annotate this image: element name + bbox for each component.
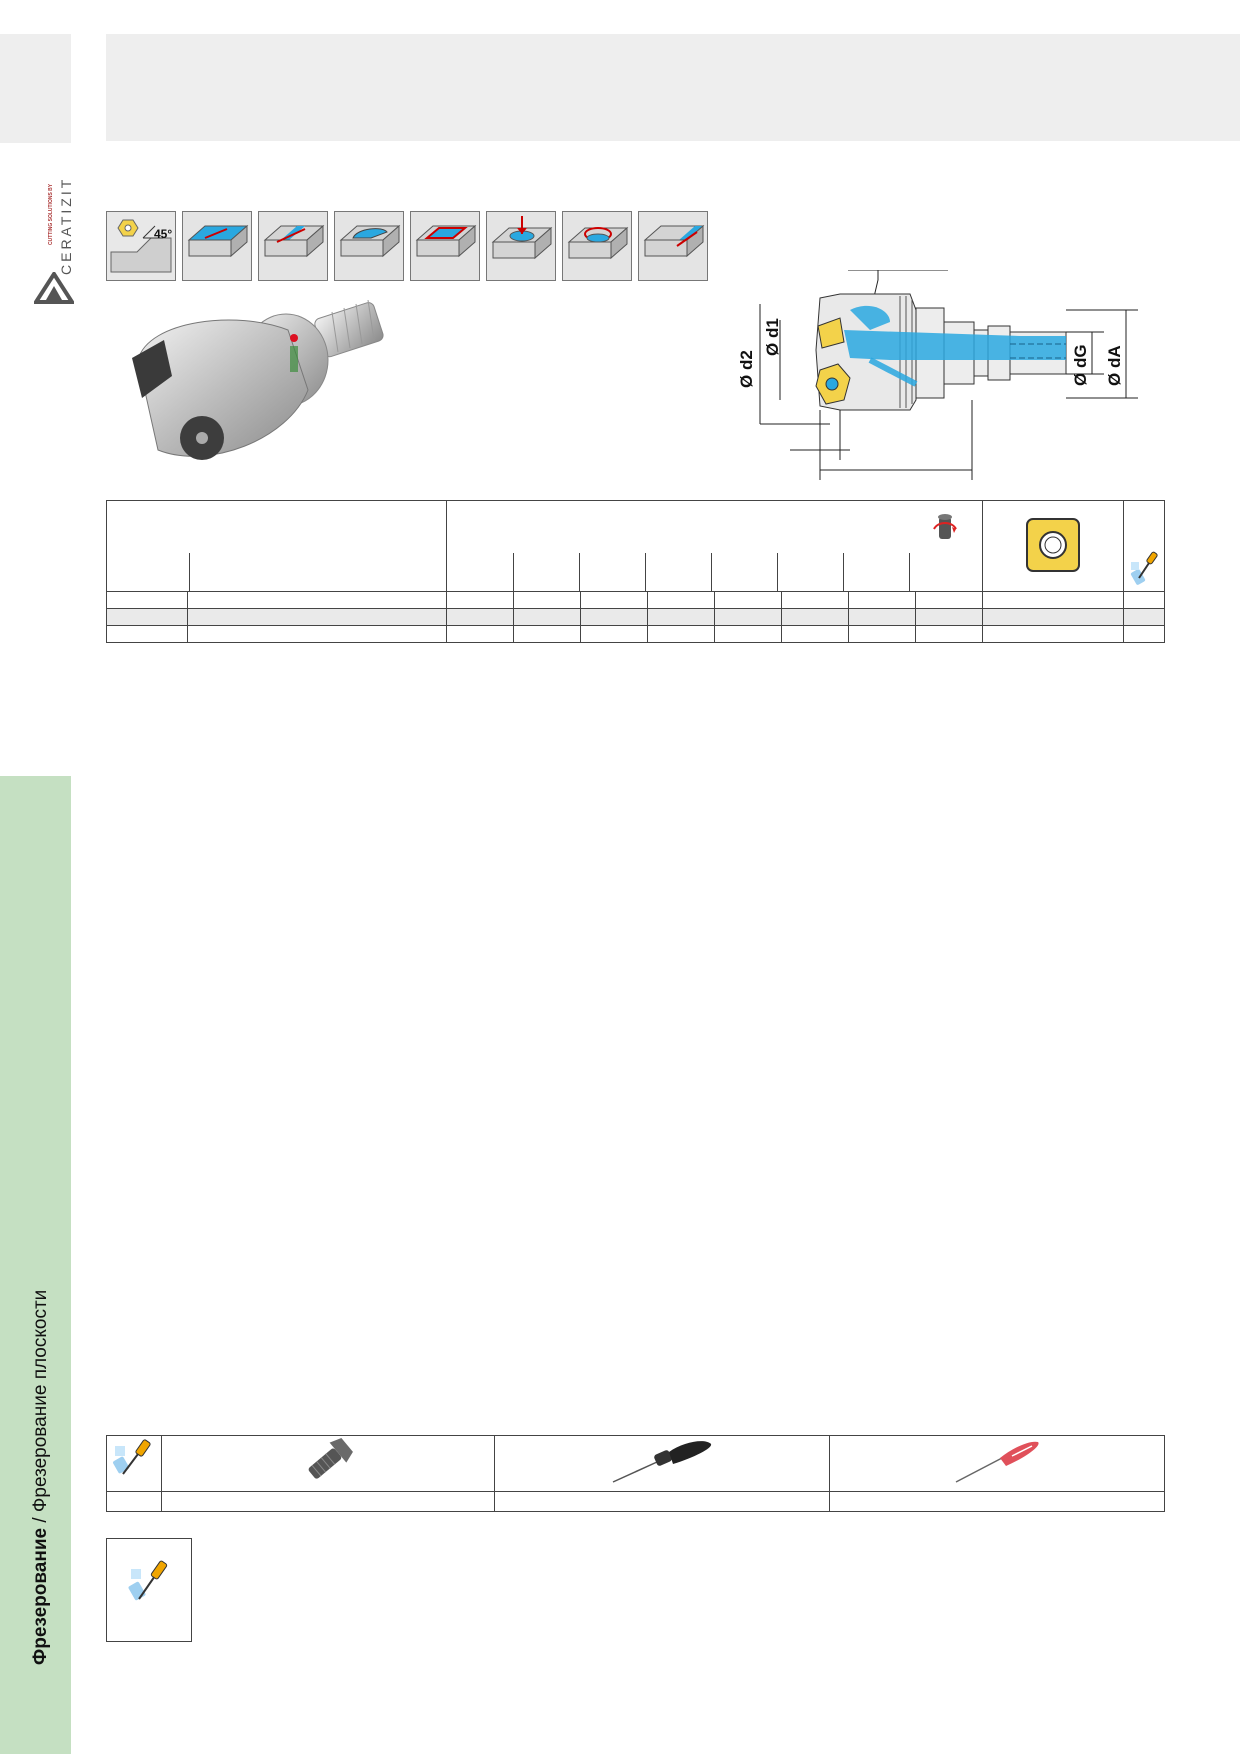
- pocket-milling-icon: [410, 211, 480, 281]
- screwdriver-spare-parts-icon: [127, 1559, 173, 1609]
- clamping-screw-icon: [293, 1436, 363, 1486]
- plunge-milling-icon: [486, 211, 556, 281]
- sidebar-section-title: [30, 1290, 52, 1665]
- table-row: [107, 609, 1165, 626]
- technical-drawing: [720, 270, 1160, 490]
- table-header-row: [107, 501, 1165, 592]
- table-row: [107, 592, 1165, 609]
- header-cell-designation: [107, 501, 447, 592]
- screwdriver-spare-parts-icon: [111, 1438, 157, 1484]
- torque-screwdriver-icon: [607, 1436, 717, 1486]
- 45-degree-approach-icon: [106, 211, 176, 281]
- accessories-wrench-cell: [495, 1436, 829, 1492]
- screwdriver-spare-parts-icon: [1127, 550, 1161, 588]
- ceratizit-logo-icon: [34, 272, 74, 304]
- milling-head-photo: [118, 300, 398, 470]
- table-row: [107, 626, 1165, 643]
- accessories-screw-cell: [161, 1436, 494, 1492]
- screw-torque-icon: [930, 511, 960, 545]
- label-dA: Ø dA: [1105, 345, 1124, 386]
- shoulder-milling-icon: [638, 211, 708, 281]
- header-cell-dimensions: [447, 501, 983, 592]
- brand-tagline: CUTTING SOLUTIONS BY: [48, 183, 54, 245]
- label-d2: Ø d2: [737, 350, 756, 388]
- sidebar-subsection: Фрезерование плоскости: [30, 1289, 51, 1513]
- accessories-header-row: [107, 1436, 1165, 1492]
- accessories-table: [106, 1435, 1165, 1512]
- label-dG: Ø dG: [1071, 344, 1090, 386]
- red-marker-icon: [290, 334, 298, 342]
- header-cell-spare-parts: [1124, 501, 1165, 592]
- green-marker: [290, 346, 298, 372]
- label-d1: Ø d1: [763, 318, 782, 356]
- header-cell-insert: [983, 501, 1124, 592]
- accessories-data-row: [107, 1492, 1165, 1512]
- brand-name: CERATIZIT: [58, 176, 74, 275]
- helical-milling-icon: [562, 211, 632, 281]
- sidebar-separator: /: [30, 1512, 51, 1528]
- top-corner-tab: [0, 34, 71, 143]
- accessories-screwdriver-cell: [829, 1436, 1164, 1492]
- face-milling-icon: [182, 211, 252, 281]
- torx-screwdriver-icon: [942, 1436, 1052, 1486]
- product-table: [106, 500, 1165, 643]
- angle-label: 45°: [154, 227, 173, 241]
- header-band: [106, 34, 1240, 141]
- accessories-icon-cell: [107, 1436, 162, 1492]
- slot-milling-icon: [258, 211, 328, 281]
- contour-milling-icon: [334, 211, 404, 281]
- square-insert-icon: [1024, 516, 1082, 574]
- spare-parts-note-box: [106, 1538, 192, 1642]
- sidebar-section: Фрезерование: [30, 1527, 51, 1665]
